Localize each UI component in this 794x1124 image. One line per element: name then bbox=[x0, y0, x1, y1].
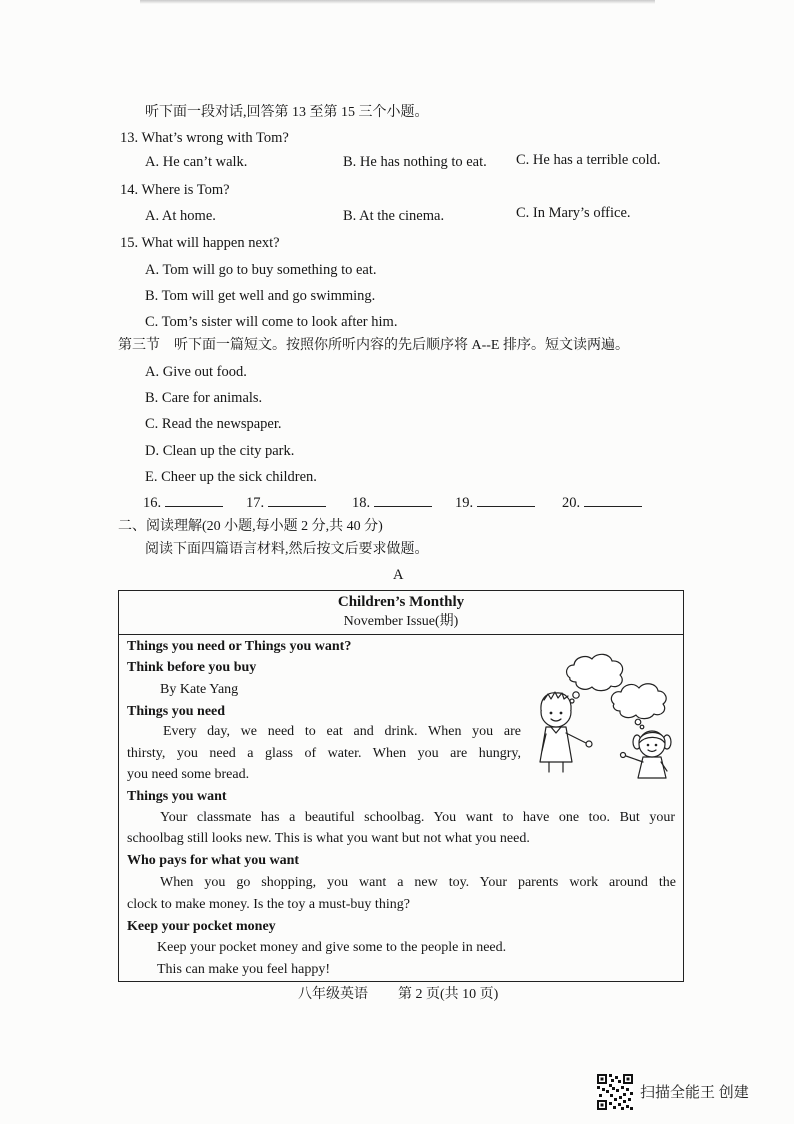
scan-edge bbox=[140, 0, 655, 4]
section3-item-c: C. Read the newspaper. bbox=[145, 416, 282, 432]
children-thought-bubbles-icon bbox=[520, 650, 685, 780]
paragraph-line: you need some bread. bbox=[127, 767, 250, 782]
q14-option-a: A. At home. bbox=[145, 208, 216, 224]
article-byline: By Kate Yang bbox=[160, 682, 239, 697]
magazine-title: Children’s Monthly bbox=[337, 594, 465, 610]
q13-option-b: B. He has nothing to eat. bbox=[343, 154, 487, 170]
section3-item-d: D. Clean up the city park. bbox=[145, 443, 295, 459]
qr-code-icon bbox=[597, 1074, 633, 1110]
reading-heading: 二、阅读理解(20 小题,每小题 2 分,共 40 分) bbox=[118, 519, 383, 534]
blank-label: 16. bbox=[143, 495, 162, 511]
paragraph-line: This can make you feel happy! bbox=[157, 962, 330, 977]
section-heading-need: Things you need bbox=[127, 704, 226, 719]
paragraph-line: Keep your pocket money and give some to the people in need. bbox=[157, 940, 507, 955]
section-heading-who-pays: Who pays for what you want bbox=[127, 853, 300, 868]
blank-line bbox=[374, 492, 432, 507]
paragraph-line: clock to make money. Is the toy a must-buy thing? bbox=[127, 897, 410, 912]
answer-blank-17 bbox=[246, 492, 326, 513]
paragraph-line: When you go shopping, you want a new toy. Your parents work around the bbox=[160, 875, 676, 890]
section-heading-want: Things you want bbox=[127, 789, 227, 804]
answer-blank-20 bbox=[562, 492, 642, 513]
header-divider bbox=[119, 634, 683, 635]
blank-line bbox=[584, 492, 642, 507]
paragraph-line: schoolbag still looks new. This is what you want but not what you need. bbox=[127, 831, 530, 846]
q14-stem: 14. Where is Tom? bbox=[120, 182, 230, 198]
section3-item-e: E. Cheer up the sick children. bbox=[145, 469, 317, 485]
answer-blank-16 bbox=[143, 492, 223, 513]
magazine-issue: November Issue(期) bbox=[343, 614, 459, 629]
paragraph-line: Every day, we need to eat and drink. When you are bbox=[163, 724, 521, 739]
q14-option-c: C. In Mary’s office. bbox=[516, 205, 631, 221]
section3-item-b: B. Care for animals. bbox=[145, 390, 263, 406]
magazine-box bbox=[118, 590, 684, 982]
blank-line bbox=[268, 492, 326, 507]
boy-figure bbox=[540, 692, 592, 772]
thought-cloud-lower bbox=[611, 684, 666, 729]
q15-stem: 15. What will happen next? bbox=[120, 235, 280, 251]
blank-label: 17. bbox=[246, 495, 265, 511]
girl-figure bbox=[621, 731, 672, 778]
section-heading-pocket-money: Keep your pocket money bbox=[127, 919, 276, 934]
section3-item-a: A. Give out food. bbox=[145, 364, 247, 380]
q15-option-a: A. Tom will go to buy something to eat. bbox=[145, 262, 377, 278]
q14-option-b: B. At the cinema. bbox=[343, 208, 445, 224]
footer-subject: 八年级英语 bbox=[298, 987, 368, 1002]
article-subtitle: Think before you buy bbox=[127, 660, 257, 675]
paragraph-line: thirsty, you need a glass of water. When you are hungry, bbox=[127, 746, 521, 761]
scanner-watermark: 扫描全能王 创建 bbox=[640, 1085, 749, 1101]
blank-label: 20. bbox=[562, 495, 581, 511]
reading-instruction: 阅读下面四篇语言材料,然后按文后要求做题。 bbox=[145, 542, 429, 557]
q15-option-b: B. Tom will get well and go swimming. bbox=[145, 288, 376, 304]
q13-option-c: C. He has a terrible cold. bbox=[516, 152, 661, 168]
q13-option-a: A. He can’t walk. bbox=[145, 154, 248, 170]
footer-page-number: 第 2 页(共 10 页) bbox=[398, 987, 499, 1002]
passage-label: A bbox=[393, 567, 404, 583]
blank-line bbox=[477, 492, 535, 507]
dialogue-instruction: 听下面一段对话,回答第 13 至第 15 三个小题。 bbox=[145, 105, 429, 120]
blank-label: 19. bbox=[455, 495, 474, 511]
q15-option-c: C. Tom’s sister will come to look after him. bbox=[145, 314, 398, 330]
q13-stem: 13. What’s wrong with Tom? bbox=[120, 130, 289, 146]
answer-blank-18 bbox=[352, 492, 432, 513]
answer-blank-19 bbox=[455, 492, 535, 513]
blank-line bbox=[165, 492, 223, 507]
section3-title: 第三节 听下面一篇短文。按照你所听内容的先后顺序将 A--E 排序。短文读两遍。 bbox=[118, 338, 629, 353]
article-title: Things you need or Things you want? bbox=[127, 639, 352, 654]
paragraph-line: Your classmate has a beautiful schoolbag. You want to have one too. But your bbox=[160, 810, 675, 825]
blank-label: 18. bbox=[352, 495, 371, 511]
